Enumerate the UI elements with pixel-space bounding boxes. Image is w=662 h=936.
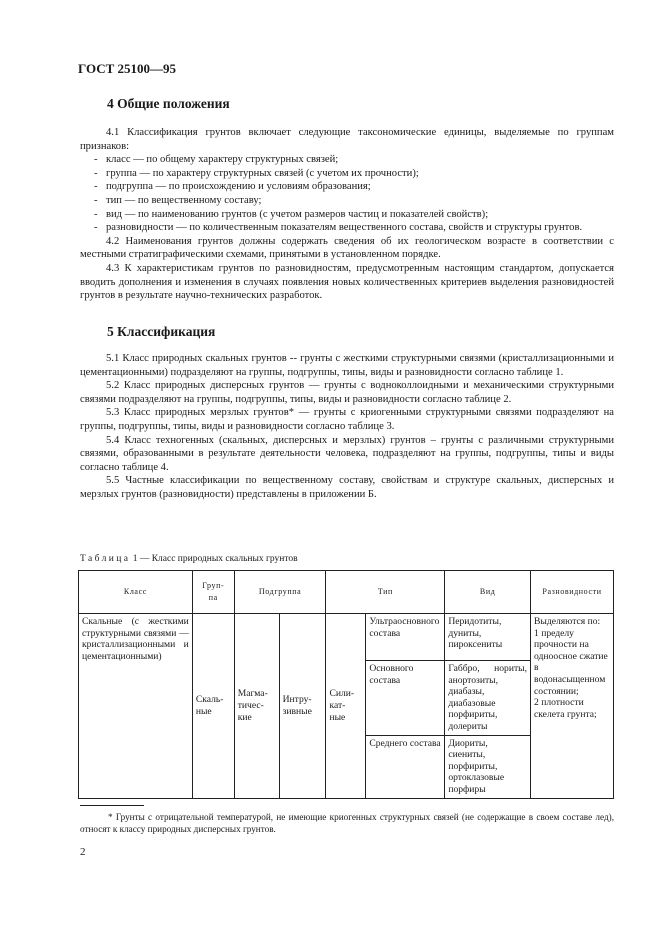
section-5-title: 5 Классификация — [107, 324, 216, 339]
cell-raznovidnosti: Выделяются по: 1 пределу прочности на одноосное сжатие в водонасыщенном состоянии; 2 плотности скелета грунта; — [531, 614, 614, 799]
paragraph-5-1: 5.1 Класс природных скальных грунтов -- грунты с жесткими структурными связями (кристаллизационными и цементационными) подразделяют на группы, подгруппы, типы, виды и разновидности согласно таблице 1. — [80, 353, 614, 378]
cell-vid: Габбро, нориты, анортозиты, диабазы, диабазовые порфириты, долериты — [445, 661, 531, 736]
paragraph-5-3: 5.3 Класс природных мерзлых грунтов* — грунты с криогенными структурными связями подразделяют на группы, подгруппы, типы, виды и разновидности согласно таблице 3. — [80, 407, 614, 432]
cell-tip-main: Сили- кат- ные — [326, 614, 366, 799]
header-raznovidnosti: Разновидности — [531, 571, 614, 614]
table-caption — [80, 554, 298, 564]
table-header-row — [79, 571, 614, 614]
paragraph-4-3: 4.3 К характеристикам грунтов по разновидностям, предусмотренным настоящим стандартом, допускается вводить дополнения и изменения в случаях появления новых количественных критериев выделения разновидностей грунтов в результате научно-технических разработок. — [80, 262, 614, 302]
classification-table — [78, 570, 614, 799]
cell-podgruppa-1: Магма- тичес- кие — [234, 614, 279, 799]
bullet-item: - группа — по характеру структурных связей (с учетом их прочности); — [94, 167, 419, 179]
footnote-text: * Грунты с отрицательной температурой, не имеющие криогенных структурных связей (не содержащие в своем составе лед), относят к классу природных дисперсных грунтов. — [80, 812, 614, 834]
cell-vid: Диориты, сиениты, порфириты, ортоклазовые порфиры — [445, 735, 531, 798]
cell-podgruppa-2: Интру- зивные — [279, 614, 326, 799]
table-row — [79, 614, 614, 661]
section-4-body — [80, 126, 614, 303]
header-tip: Тип — [326, 571, 445, 614]
cell-tip: Основного состава — [366, 661, 445, 736]
cell-tip: Ультраосновного состава — [366, 614, 445, 661]
table-caption-label: Таблица — [80, 554, 131, 564]
cell-vid: Перидотиты, дуниты, пироксениты — [445, 614, 531, 661]
paragraph-5-2: 5.2 Класс природных дисперсных грунтов — грунты с водноколлоидными и механическими структурными связями подразделяют на группы, подгруппы, типы, виды и разновидности согласно таблице 2. — [80, 380, 614, 405]
paragraph-4-2: 4.2 Наименования грунтов должны содержать сведения об их геологическом возрасте в соответствии с местными стратиграфическими схемами, принятыми в установленном порядке. — [80, 235, 614, 261]
footnote-divider — [80, 805, 144, 806]
section-5-body — [80, 352, 614, 502]
header-vid: Вид — [445, 571, 531, 614]
bullet-item: - класс — по общему характеру структурных связей; — [94, 154, 339, 166]
table-caption-text: 1 — Класс природных скальных грунтов — [132, 554, 298, 564]
cell-gruppa: Скаль- ные — [192, 614, 234, 799]
paragraph-4-1: 4.1 Классификация грунтов включает следующие таксономические единицы, выделяемые по группам признаков: — [80, 127, 614, 152]
bullet-item: - подгруппа — по происхождению и условиям образования; — [94, 181, 371, 193]
header-podgruppa: Подгруппа — [234, 571, 326, 614]
header-gruppa: Груп- па — [192, 571, 234, 614]
footnote — [80, 811, 614, 835]
document-header: ГОСТ 25100—95 — [78, 61, 177, 76]
cell-tip: Среднего состава — [366, 735, 445, 798]
section-4-title: 4 Общие положения — [107, 96, 230, 111]
cell-klass: Скальные (с жесткими структурными связями — кристаллизационными и цементационными) — [79, 614, 193, 799]
page-number: 2 — [80, 846, 86, 858]
bullet-item: - вид — по наименованию грунтов (с учетом размеров частиц и показателей свойств); — [94, 208, 489, 220]
header-klass: Класс — [79, 571, 193, 614]
bullet-item: - тип — по вещественному составу; — [94, 194, 262, 206]
paragraph-5-4: 5.4 Класс техногенных (скальных, дисперсных и мерзлых) грунтов – грунты с различными структурными связями, образованными в результате деятельности человека, подразделяют на группы, подгруппы, типы и виды согласно таблице 4. — [80, 434, 614, 473]
paragraph-5-5: 5.5 Частные классификации по вещественному составу, свойствам и структуре скальных, дисперсных и мерзлых грунтов (разновидности) представлены в приложении Б. — [80, 475, 614, 500]
bullet-item: - разновидности — по количественным показателям вещественного состава, свойств и структуры грунтов. — [94, 222, 583, 234]
